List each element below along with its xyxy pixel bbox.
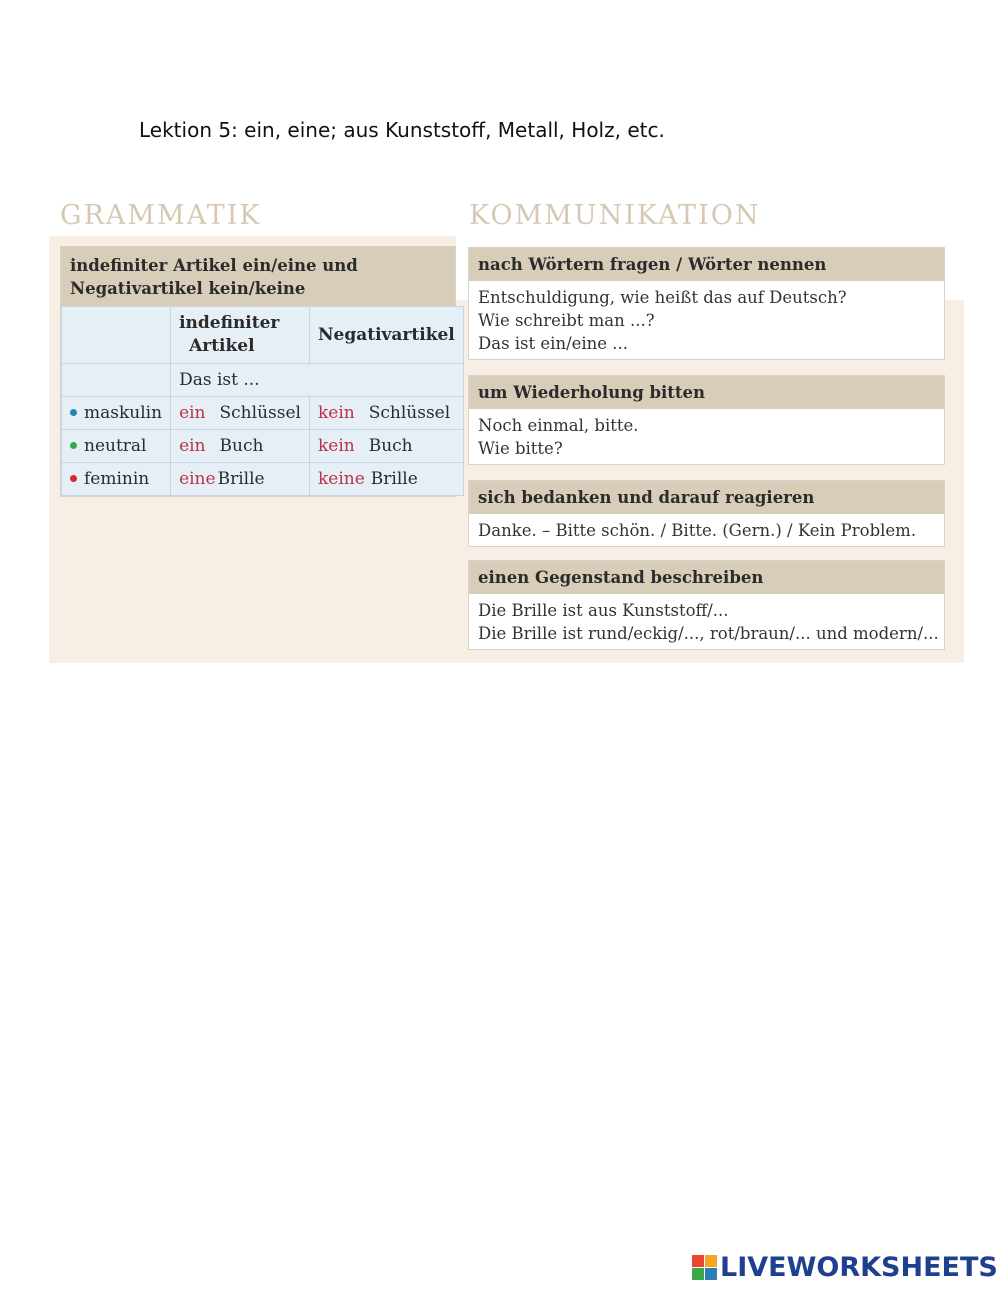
card-title: nach Wörtern fragen / Wörter nennen [469,248,944,281]
das-ist-row [62,364,464,397]
card-line: Wie bitte? [478,439,563,458]
dot-icon [70,475,77,482]
grammar-box-title-line2: Negativartikel kein/keine [70,279,306,298]
card-line: Die Brille ist aus Kunststoff/... [478,601,729,620]
neg-cell [309,463,463,496]
card-title: einen Gegenstand beschreiben [469,561,944,594]
dot-icon [70,442,77,449]
indef-cell [171,463,310,496]
das-ist-empty-cell [62,364,171,397]
header-neg-cell: Negativartikel [309,307,463,364]
neg-noun: Brille [370,469,418,489]
neg-article: kein [317,436,355,456]
header-indef-line2: Artikel [189,336,255,356]
grammatik-heading: GRAMMATIK [60,200,262,231]
neg-cell [309,430,463,463]
header-empty-cell [62,307,171,364]
logo-tile [705,1255,717,1267]
gender-label: neutral [84,436,147,456]
indef-cell [171,430,310,463]
indef-noun: Schlüssel [219,403,301,423]
grammar-box [60,246,456,497]
gender-cell [62,397,171,430]
neg-cell [309,397,463,430]
card-body [469,514,944,546]
neg-article: kein [317,403,355,423]
neg-noun: Buch [368,436,413,456]
card-line: Die Brille ist rund/eckig/..., rot/braun/... und modern/... [478,624,939,643]
dot-icon [70,409,77,416]
card-line: Danke. – Bitte schön. / Bitte. (Gern.) / Kein Problem. [478,521,917,540]
indef-cell [171,397,310,430]
table-row [62,397,464,430]
logo-tile [692,1268,704,1280]
liveworksheets-icon [692,1255,717,1280]
card-body [469,409,944,464]
das-ist-cell: Das ist ... [171,364,464,397]
grammar-table [61,306,464,496]
card-title: um Wiederholung bitten [469,376,944,409]
indef-article: ein [179,436,206,456]
grammar-box-title [61,247,455,306]
liveworksheets-wordmark: LIVEWORKSHEETS [720,1252,998,1283]
card-line: Noch einmal, bitte. [478,416,639,435]
header-indef-line1: indefiniter [179,313,280,333]
comm-card-describe [468,560,945,650]
card-line: Das ist ein/eine ... [478,334,629,353]
gender-label: maskulin [84,403,163,423]
card-body [469,594,944,649]
neg-noun: Schlüssel [368,403,451,423]
logo-tile [705,1268,717,1280]
table-row [62,463,464,496]
card-line: Wie schreibt man ...? [478,311,655,330]
card-line: Entschuldigung, wie heißt das auf Deutsch? [478,288,847,307]
table-row [62,430,464,463]
gender-label: feminin [84,469,150,489]
indef-article: eine [179,469,216,489]
card-body [469,281,944,359]
grammar-box-title-line1: indefiniter Artikel ein/eine und [70,256,358,275]
liveworksheets-logo [692,1252,998,1283]
indef-article: ein [179,403,206,423]
comm-card-thanks [468,480,945,547]
card-title: sich bedanken und darauf reagieren [469,481,944,514]
indef-noun: Buch [219,436,264,456]
comm-card-repeat [468,375,945,465]
comm-card-words [468,247,945,360]
grammar-table-header [62,307,464,364]
neg-article: keine [317,469,365,489]
header-indef-cell [171,307,310,364]
lesson-title: Lektion 5: ein, eine; aus Kunststoff, Metall, Holz, etc. [139,118,665,142]
logo-tile [692,1255,704,1267]
gender-cell [62,430,171,463]
indef-noun: Brille [217,469,265,489]
kommunikation-heading: KOMMUNIKATION [469,200,761,231]
gender-cell [62,463,171,496]
